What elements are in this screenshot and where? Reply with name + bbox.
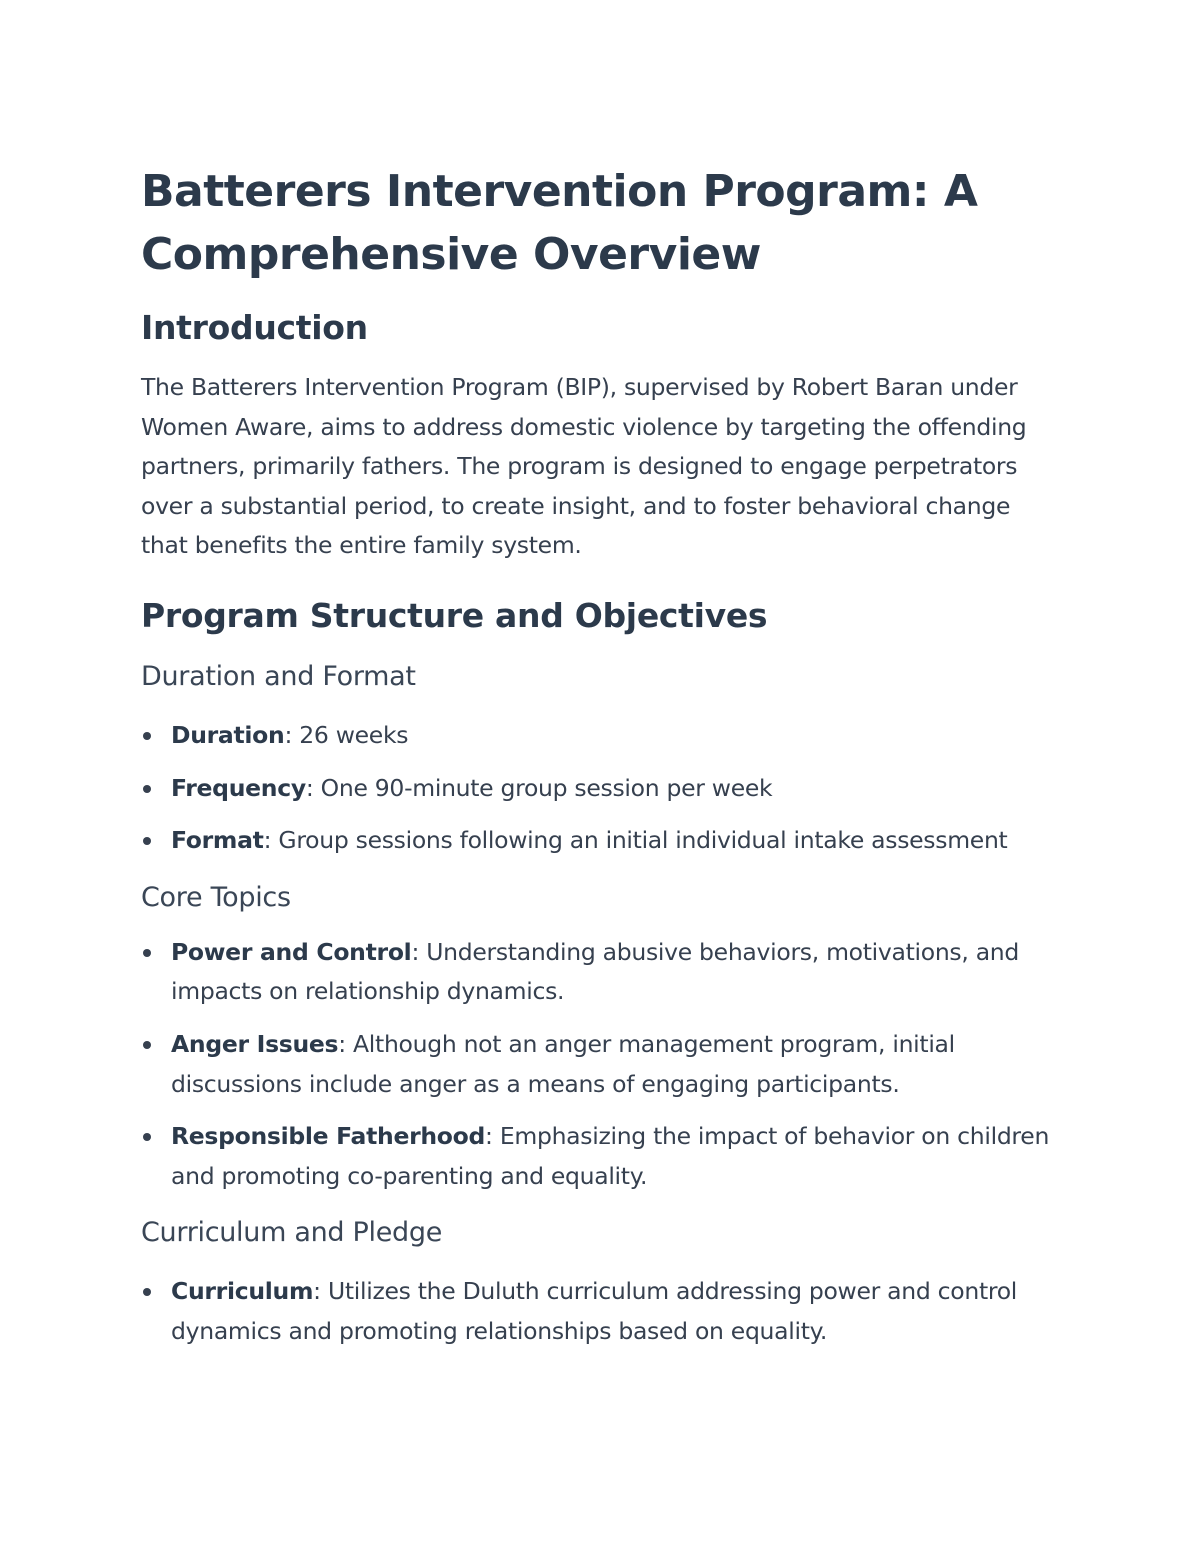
program-structure-heading: Program Structure and Objectives [141, 595, 768, 635]
item-term: Responsible Fatherhood [171, 1122, 486, 1151]
list-item [141, 1117, 1061, 1196]
list-item [141, 933, 1061, 1012]
list-item [141, 716, 1061, 756]
bullet-icon [143, 949, 151, 957]
bullet-icon [143, 1288, 151, 1296]
bullet-icon [143, 837, 151, 845]
item-text: : Utilizes the Duluth curriculum addressing power and control dynamics and promoting relationships based on equality. [171, 1277, 1018, 1345]
item-term: Frequency [171, 773, 306, 802]
list-item [141, 769, 1061, 809]
item-text: : One 90-minute group session per week [305, 773, 773, 802]
duration-format-heading: Duration and Format [141, 660, 416, 692]
item-text: : Understanding abusive behaviors, motivations, and impacts on relationship dynamics. [171, 937, 1020, 1006]
item-term: Format [171, 826, 264, 855]
list-item [141, 1025, 1061, 1104]
duration-format-list [141, 716, 1061, 861]
curriculum-pledge-heading: Curriculum and Pledge [141, 1217, 443, 1249]
item-term: Duration [171, 720, 285, 749]
bullet-icon [143, 1041, 151, 1049]
item-term: Curriculum [171, 1277, 314, 1306]
item-text: : Emphasizing the impact of behavior on children and promoting co-parenting and equality. [171, 1122, 1050, 1190]
bullet-icon [143, 732, 151, 740]
item-text: : Although not an anger management program, initial discussions include anger as a means of engaging participants. [171, 1029, 955, 1098]
document-page [141, 160, 1061, 1352]
curriculum-pledge-list [141, 1272, 1061, 1351]
bullet-icon [143, 785, 151, 793]
introduction-heading: Introduction [141, 308, 368, 347]
bullet-icon [143, 1133, 151, 1141]
item-text: : Group sessions following an initial individual intake assessment [263, 826, 1008, 855]
introduction-paragraph: The Batterers Intervention Program (BIP), supervised by Robert Baran under Women Aware, aims to address domestic violence by targeting the offending partners, primarily fathers. The program is designed to engage perpetrators over a substantial period, to create insight, and to foster behavioral change that benefits the entire family system. [141, 373, 1027, 560]
item-term: Power and Control [171, 937, 412, 966]
list-item [141, 821, 1061, 861]
core-topics-heading: Core Topics [141, 881, 291, 913]
item-term: Anger Issues [171, 1029, 339, 1058]
list-item [141, 1272, 1061, 1351]
page-title: Batterers Intervention Program: A Comprehensive Overview [141, 166, 978, 280]
item-text: : 26 weeks [284, 720, 409, 749]
core-topics-list [141, 933, 1061, 1197]
